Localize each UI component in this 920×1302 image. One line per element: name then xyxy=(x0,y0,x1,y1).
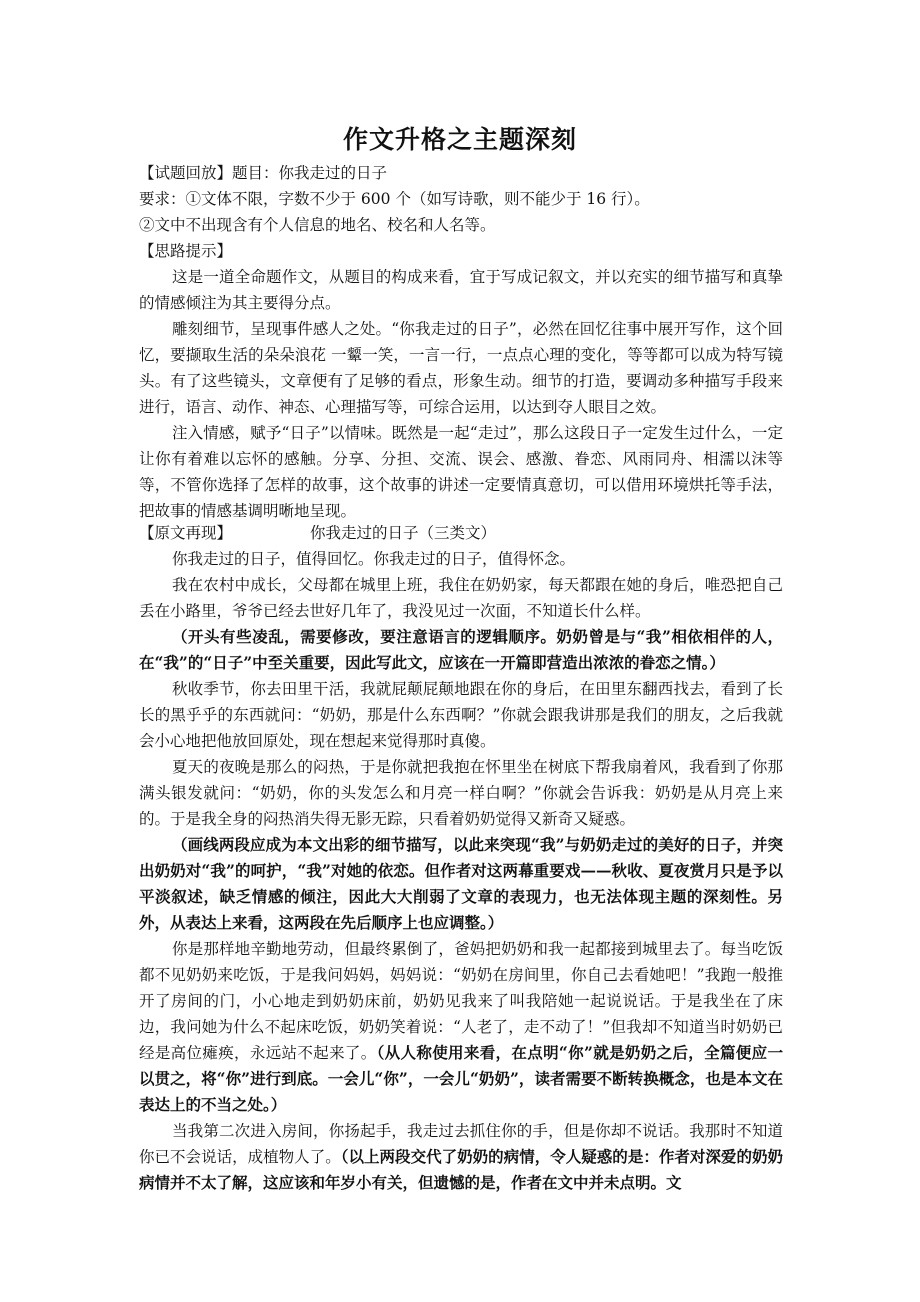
essay-paragraph-6-text: 当我第二次进入房间，你扬起手，我走过去抓住你的手，但是你却不说话。我那时不知道你已不会说话，成植物人了。 xyxy=(139,1122,783,1166)
exam-topic: 【试题回放】题目：你我走过的日子 xyxy=(139,164,388,182)
document-title: 作文升格之主题深刻 xyxy=(342,125,577,154)
original-essay-section xyxy=(139,520,783,1196)
hint-paragraph-3: 注入情感，赋予“日子”以情味。既然是一起“走过”，那么这段日子一定发生过什么，一定让你有着难以忘怀的感触。分享、分担、交流、误会、感激、眷恋、风雨同舟、相濡以沫等等，不管你选择了怎样的故事，这个故事的讲述一定要情真意切，可以借用环境烘托等手法，把故事的情感基调明晰地呈现。 xyxy=(139,424,783,520)
essay-paragraph-3: 秋收季节，你去田里干活，我就屁颠屁颠地跟在你的身后，在田里东翻西找去，看到了长长的黑乎乎的东西就问：“奶奶，那是什么东西啊？”你就会跟我讲那是我们的朋友，之后我就会小心地把他放回原处，现在想起来觉得那时真傻。 xyxy=(139,680,783,750)
hint-paragraph-2: 雕刻细节，呈现事件感人之处。“你我走过的日子”，必然在回忆往事中展开写作，这个回忆，要撷取生活的朵朵浪花 一颦一笑，一言一行，一点点心理的变化，等等都可以成为特写镜头。有了这些镜头，文章便有了足够的看点，形象生动。细节的打造，要调动多种描写手段来进行，语言、动作、神态、心理描写等，可综合运用，以达到夺人眼目之效。 xyxy=(139,320,783,416)
hint-paragraph-1: 这是一道全命题作文，从题目的构成来看，宜于写成记叙文，并以充实的细节描写和真挚的情感倾注为其主要得分点。 xyxy=(139,268,783,312)
requirement-2: ②文中不出现含有个人信息的地名、校名和人名等。 xyxy=(139,216,496,234)
comment-3: （从人称使用来看，在点明“你”就是奶奶之后，全篇便应一以贯之，将“你”进行到底。一会儿“你”，一会儿“奶奶”，读者需要不断转换概念，也是本文在表达上的不当之处。） xyxy=(139,1043,783,1114)
essay-paragraph-2: 我在农村中成长，父母都在城里上班，我住在奶奶家，每天都跟在她的身后，唯恐把自己丢在小路里，爷爷已经去世好几年了，我没见过一次面，不知道长什么样。 xyxy=(139,576,783,620)
prompt-section xyxy=(139,160,783,524)
essay-paragraph-6 xyxy=(139,1118,783,1196)
essay-heading xyxy=(139,520,783,546)
essay-paragraph-5 xyxy=(139,936,783,1118)
comment-4: （以上两段交代了奶奶的病情，令人疑惑的是：作者对深爱的奶奶病情并不太了解，这应该和年岁小有关，但遗憾的是，作者在文中并未点明。文 xyxy=(139,1147,783,1192)
hint-heading: 【思路提示】 xyxy=(139,242,233,260)
essay-title: 你我走过的日子（三类文） xyxy=(310,524,497,542)
comment-2: （画线两段应成为本文出彩的细节描写，以此来突现“我”与奶奶走过的美好的日子，并突出奶奶对“我”的呵护，“我”对她的依恋。但作者对这两幕重要戏——秋收、夏夜赏月只是予以平淡叙述，缺乏情感的倾注，因此大大削弱了文章的表现力，也无法体现主题的深刻性。另外，从表达上来看，这两段在先后顺序上也应调整。） xyxy=(139,835,783,932)
essay-paragraph-5-text: 你是那样地辛勤地劳动，但最终累倒了，爸妈把奶奶和我一起都接到城里去了。每当吃饭都不见奶奶来吃饭，于是我问妈妈，妈妈说：“奶奶在房间里，你自己去看她吧！”我跑一般推开了房间的门，小心地走到奶奶床前，奶奶见我来了叫我陪她一起说说话。于是我坐在了床边，我问她为什么不起床吃饭，奶奶笑着说：“人老了，走不动了！”但我却不知道当时奶奶已经是高位瘫痪，永远站不起来了。 xyxy=(139,940,783,1062)
essay-paragraph-1: 你我走过的日子，值得回忆。你我走过的日子，值得怀念。 xyxy=(172,550,576,568)
essay-paragraph-4: 夏天的夜晚是那么的闷热，于是你就把我抱在怀里坐在树底下帮我扇着风，我看到了你那满头银发就问：“奶奶，你的头发怎么和月亮一样白啊？”你就会告诉我：奶奶是从月亮上来的。于是我全身的闷热消失得无影无踪，只看着奶奶觉得又新奇又疑惑。 xyxy=(139,758,783,828)
comment-1: （开头有些凌乱，需要修改，要注意语言的逻辑顺序。奶奶曾是与“我”相依相伴的人，在“我”的“日子”中至关重要，因此写此文，应该在一开篇即营造出浓浓的眷恋之情。） xyxy=(139,627,783,672)
section-label: 【原文再现】 xyxy=(139,524,233,542)
requirement-1: 要求：①文体不限，字数不少于 600 个（如写诗歌，则不能少于 16 行）。 xyxy=(139,190,650,208)
